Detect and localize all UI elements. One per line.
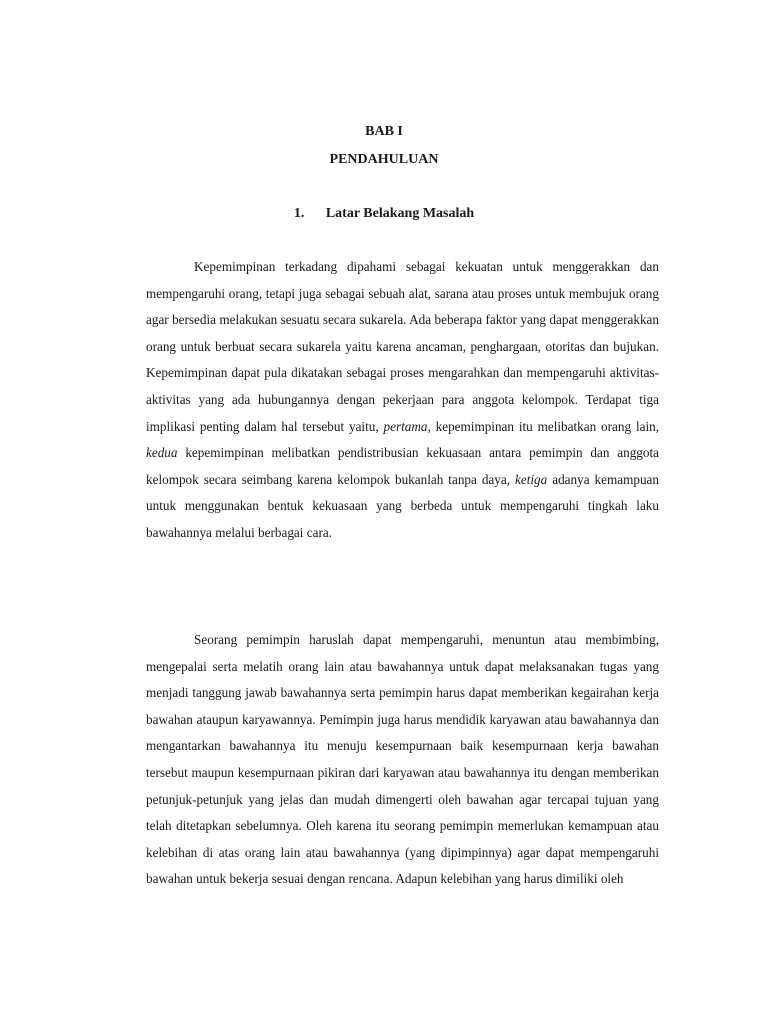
paragraph-1-italic-kedua: kedua (146, 445, 178, 461)
paragraph-1-text-d: adanya kemampuan untuk menggunakan bentuk kekuasaan yang berbeda untuk mempengaruhi tingkah laku bawahannya melalui berbagai cara. (146, 471, 660, 540)
section-title: Latar Belakang Masalah (325, 206, 475, 221)
paragraph-1-text-b: kepemimpinan itu melibatkan orang lain, (435, 418, 660, 434)
section-number: 1. (293, 206, 305, 221)
chapter-number: BAB I (365, 124, 403, 139)
paragraph-1-text-c: kepemimpinan melibatkan pendistribusian kekuasaan antara pemimpin dan anggota kelompok secara seimbang karena kelompok bukanlah tanpa daya, (146, 445, 660, 487)
chapter-title: PENDAHULUAN (329, 152, 439, 167)
body-paragraph-1 (146, 254, 659, 547)
body-paragraph-2: Seorang pemimpin haruslah dapat mempengaruhi, menuntun atau membimbing, mengepalai serta melatih orang lain atau bawahannya untuk dapat melaksanakan tugas yang menjadi tanggung jawab bawahannya serta pemimpin harus dapat memberikan kegairahan kerja bawahan ataupun karyawannya. Pemimpin juga harus mendidik karyawan atau bawahannya dan mengantarkan bawahannya itu menuju kesempurnaan baik kesempurnaan kerja bawahan tersebut maupun kesempurnaan pikiran dari karyawan atau bawahannya itu dengan memberikan petunjuk-petunjuk yang jelas dan mudah dimengerti oleh bawahan agar tercapai tujuan yang telah ditetapkan sebelumnya. Oleh karena itu seorang pemimpin memerlukan kemampuan atau kelebihan di atas orang lain atau bawahannya (yang dipimpinnya) agar dapat mempengaruhi bawahan untuk bekerja sesuai dengan rencana. Adapun kelebihan yang harus dimiliki oleh (146, 632, 659, 887)
paragraph-1-italic-ketiga: ketiga (515, 471, 548, 487)
paragraph-1-text-a: Kepemimpinan terkadang dipahami sebagai kekuatan untuk menggerakkan dan mempengaruhi orang, tetapi juga sebagai sebuah alat, sarana atau proses untuk membujuk orang agar bersedia melakukan sesuatu secara sukarela. Ada beberapa faktor yang dapat menggerakkan orang untuk berbuat secara sukarela yaitu karena ancaman, penghargaan, otoritas dan bujukan. Kepemimpinan dapat pula dikatakan sebagai proses mengarahkan dan mempengaruhi aktivitas-aktivitas yang ada hubungannya dengan pekerjaan para anggota kelompok. Terdapat tiga implikasi penting dalam hal tersebut yaitu, (146, 259, 659, 434)
paragraph-1-italic-pertama: pertama, (383, 418, 431, 434)
section-heading (0, 206, 768, 222)
